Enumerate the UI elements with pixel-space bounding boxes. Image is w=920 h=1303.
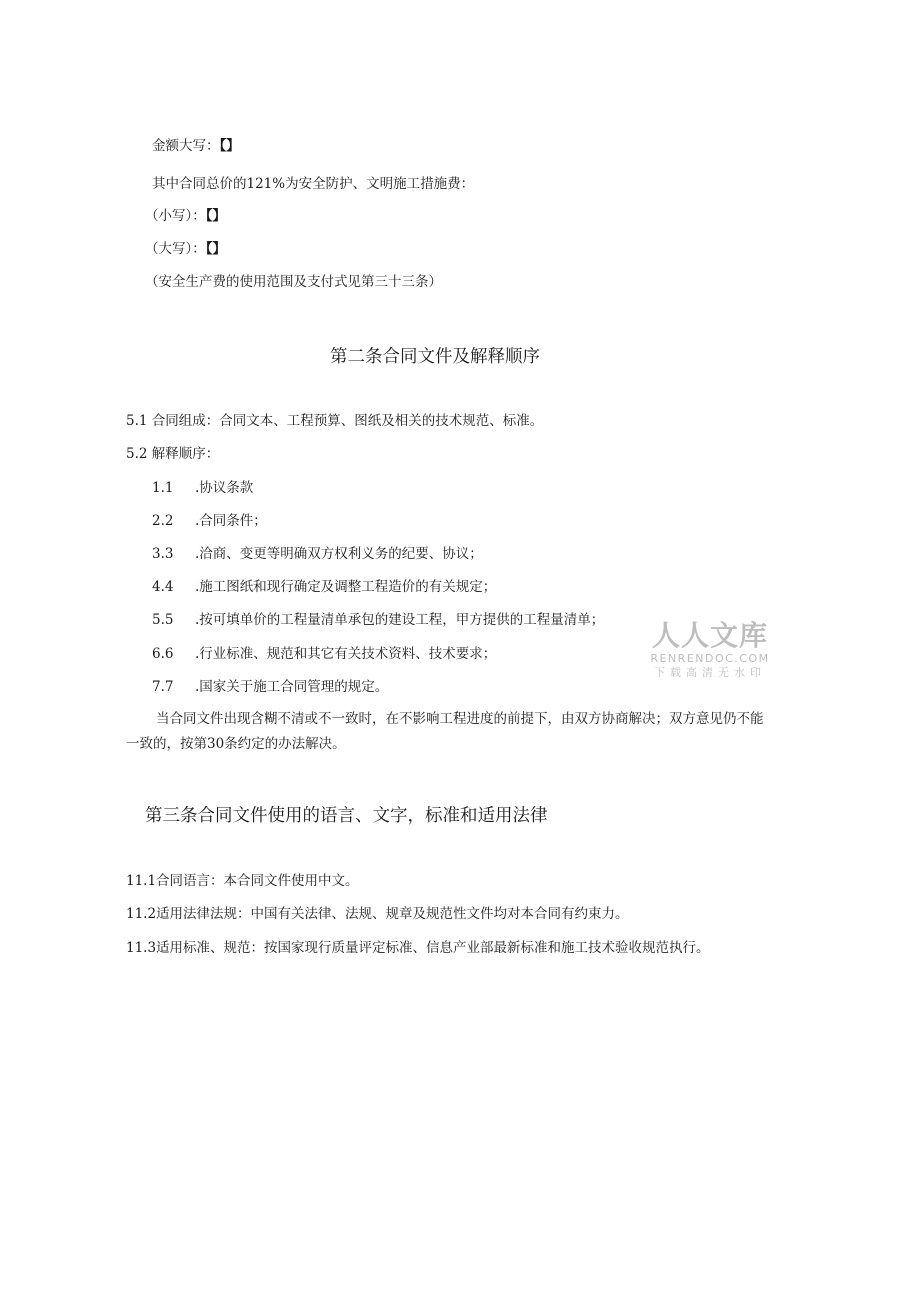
watermark-logo: [645, 620, 775, 680]
amount-upper-bracket: 【】: [219, 138, 240, 154]
list-item-text: .按可填单价的工程量清单承包的建设工程，甲方提供的工程量清单；: [195, 612, 605, 628]
list-item: [152, 678, 388, 696]
list-item-text: .协议条款: [195, 480, 254, 496]
article3-item: 11.1合同语言：本合同文件使用中文。: [126, 873, 359, 889]
watermark-site: RENRENDOC.COM: [650, 652, 770, 665]
list-item: [152, 512, 267, 530]
big-write-label: （大写）：: [145, 241, 206, 257]
safety-note-line: （安全生产费的使用范围及支付式见第三十三条）: [145, 274, 442, 290]
list-item-text: .施工图纸和现行确定及调整工程造价的有关规定；: [195, 579, 497, 595]
article3-item: 11.3适用标准、规范：按国家现行质量评定标准、信息产业部最新标准和施工技术验收规范执行。: [126, 940, 710, 956]
list-item-number: 6.6: [152, 646, 174, 662]
list-item-number: 4.4: [152, 579, 174, 595]
list-item-number: 1.1: [152, 480, 174, 496]
list-item: [152, 578, 496, 596]
small-write-label: （小写）：: [145, 208, 206, 224]
list-item-number: 2.2: [152, 513, 174, 529]
list-item-text: .合同条件；: [195, 513, 267, 529]
watermark-tagline: 下载高清无水印: [654, 666, 766, 679]
list-item-number: 3.3: [152, 546, 174, 562]
list-item-text: .行业标准、规范和其它有关技术资料、技术要求；: [195, 646, 497, 662]
small-write-bracket: 【】: [205, 208, 226, 224]
list-item-number: 5.5: [152, 612, 174, 628]
list-item-text: .国家关于施工合同管理的规定。: [195, 679, 389, 695]
watermark-title: 人人文库: [651, 619, 768, 652]
safety-fee-line: 其中合同总价的121%为安全防护、文明施工措施费：: [152, 176, 475, 192]
article3-title: 第三条合同文件使用的语言、文字，标准和适用法律: [145, 806, 548, 826]
big-write-line: [145, 240, 226, 258]
article2-order-label: 5.2 解释顺序：: [126, 446, 220, 462]
list-item: [152, 645, 496, 663]
article2-composition: 5.1 合同组成：合同文本、工程预算、图纸及相关的技术规范、标准。: [126, 413, 544, 429]
list-item-text: .洽商、变更等明确双方权利义务的纪要、协议；: [195, 546, 483, 562]
article2-conflict-paragraph: 当合同文件出现含糊不清或不一致时，在不影响工程进度的前提下，由双方协商解决；双方意见仍不能一致的，按第30条约定的办法解决。: [126, 711, 764, 752]
article2-title: 第二条合同文件及解释顺序: [330, 347, 540, 367]
article3-item: 11.2适用法律法规：中国有关法律、法规、规章及规范性文件均对本合同有约束力。: [126, 906, 629, 922]
list-item: [152, 545, 483, 563]
amount-upper-label: 金额大写：: [152, 138, 220, 154]
small-write-line: [145, 207, 226, 225]
big-write-bracket: 【】: [205, 241, 226, 257]
amount-upper-line: [152, 137, 240, 155]
list-item-number: 7.7: [152, 679, 174, 695]
list-item: [152, 611, 604, 629]
list-item: [152, 479, 253, 497]
